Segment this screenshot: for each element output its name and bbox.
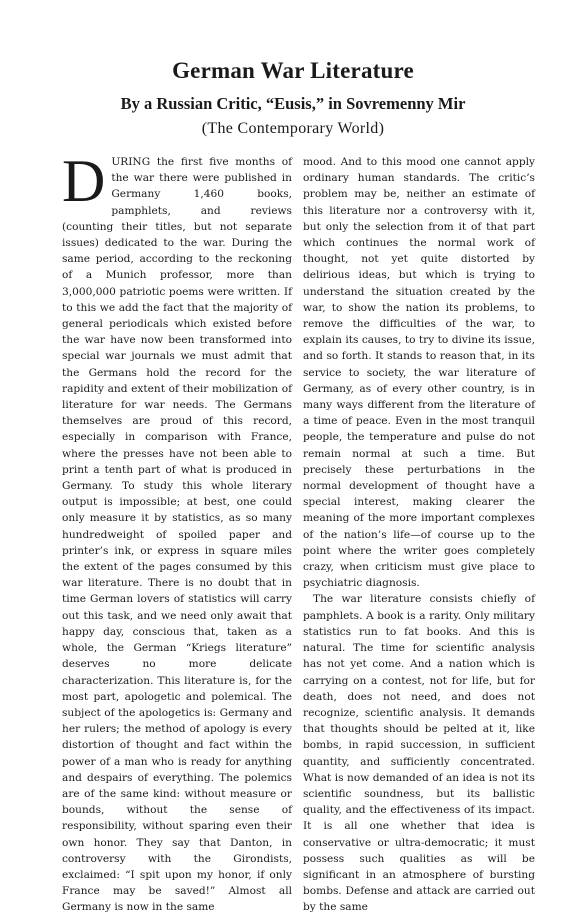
article-subtitle: By a Russian Critic, “Eusis,” in Sovremenny Mir <box>120 94 466 113</box>
drop-cap: D <box>62 148 106 214</box>
article-title: German War Literature <box>172 58 414 83</box>
right-column-paragraph-2: The war literature consists chiefly of pamphlets. A book is a rarity. Only military statistics run to fat books. And this is natural. The time for scientific analysis has not yet come. And a nation which is carrying on a contest, not for life, but for death, does not need, and does not recognize, scientific analysis. It demands that thoughts should be pelted at it, like bombs, in rapid succession, in sufficient quantity, and sufficiently concentrated. What is now demanded of an idea is not its scientific soundness, but its ballistic quality, and the effectiveness of its impact. It is all one whether that idea is conservative or ultra-democratic; it must possess such qualities as will be significant in an atmosphere of bursting bombs. Defense and attack are carried out by the same <box>303 593 535 914</box>
left-column <box>62 148 292 916</box>
right-column-paragraph-1: mood. And to this mood one cannot apply ordinary human standards. The critic’s problem may be, neither an estimate of this literature nor a controversy with it, but only the selection from it of that part which continues the normal work of thought, not yet quite distorted by delirious ideas, but which is trying to understand the situation created by the war, to show the nation its problems, to remove the difficulties of the war, to explain its causes, to try to divine its issue, and so forth. It stands to reason that, in its service to society, the war literature of Germany, as of every other country, is in many ways different from the literature of a time of peace. Even in the most tranquil people, the temperature and pulse do not remain normal at such a time. But precisely these perturbations in the normal development of thought have a special interest, making clearer the meaning of the more important complexes of the nation’s life—of course up to the point where the writer goes completely crazy, when criticism must give place to psychiatric diagnosis. <box>303 156 535 590</box>
left-column-paragraph <box>62 148 292 916</box>
right-column <box>303 154 535 916</box>
article-source: (The Contemporary World) <box>201 120 385 137</box>
left-column-text: URING the first five months of the war there were published in Germany 1,460 books, pamphlets, and reviews (counting their titles, but not separate issues) dedicated to the war. During the same period, according to the reckoning of a Munich professor, more than 3,000,000 patriotic poems were written. If to this we add the fact that the majority of general periodicals which existed before the war have now been transformed into special war journals we must admit that the Germans hold the record for the rapidity and extent of their mobilization of literature for war needs. The Germans themselves are proud of this record, especially in comparison with France, where the presses have not been able to print a tenth part of what is produced in Germany. To study this whole literary output is impossible; at best, one could only measure it by statistics, as so many hundredweight of spoiled paper and printer’s ink, or express in square miles the extent of the pages consumed by this war literature. There is no doubt that in time German lovers of statistics will carry out this task, and we need only await that happy day, conscious that, taken as a whole, the German “Kriegs literature” deserves no more delicate characterization. This literature is, for the most part, apologetic and polemical. The subject of the apologetics is: Germany and her rulers; the method of apology is every distortion of thought and fact within the power of a man who is ready for anything and despairs of everything. The polemics are of the same kind: without measure or bounds, without the sense of responsibility, without sparing even their own honor. They say that Danton, in controversy with the Girondists, exclaimed: “I spit upon my honor, if only France may be saved!” Almost all Germany is now in the same <box>62 156 292 914</box>
